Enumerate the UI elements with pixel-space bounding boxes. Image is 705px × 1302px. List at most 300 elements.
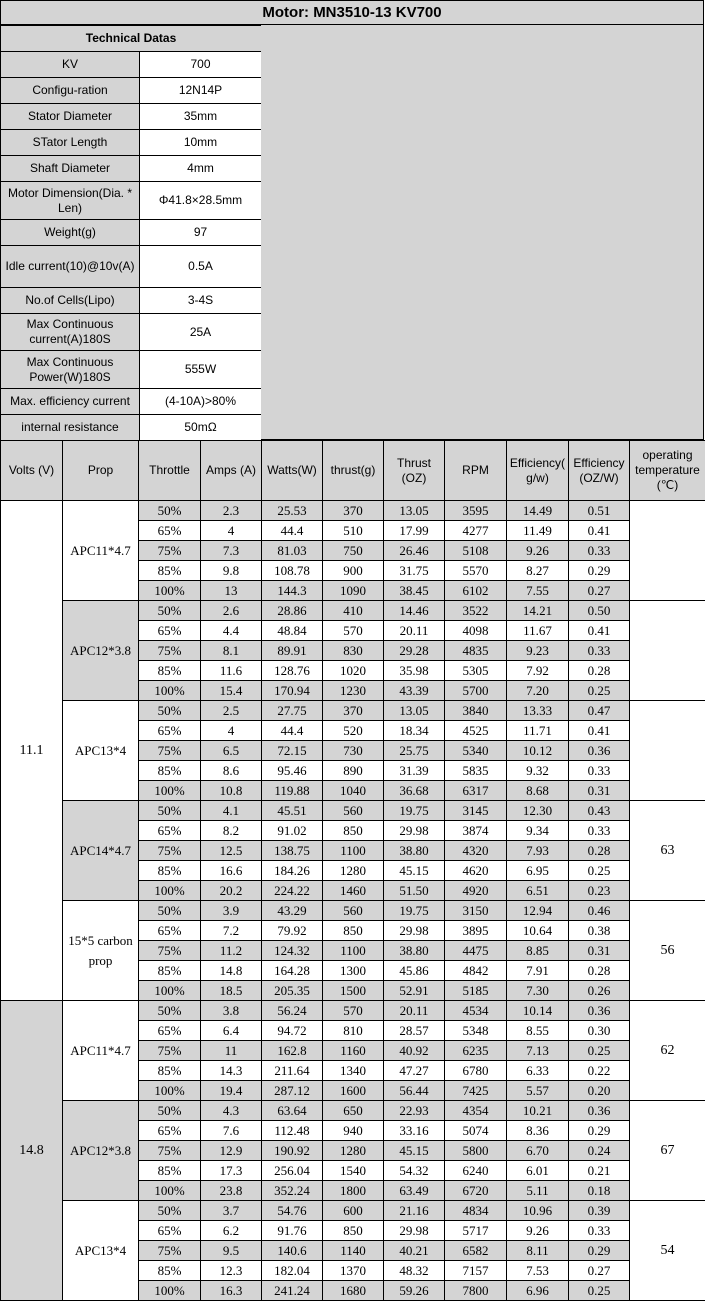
throttle-cell: 75% (139, 1041, 201, 1061)
efficiency-gw-cell: 5.57 (507, 1081, 569, 1101)
spec-value-kv: 700 (140, 52, 262, 78)
amps-cell: 8.6 (201, 761, 262, 781)
throttle-cell: 50% (139, 801, 201, 821)
thrust-oz-cell: 13.05 (384, 701, 445, 721)
efficiency-ozw-cell: 0.28 (569, 661, 630, 681)
thrust-oz-cell: 35.98 (384, 661, 445, 681)
efficiency-gw-cell: 6.96 (507, 1281, 569, 1301)
thrust-oz-cell: 31.75 (384, 561, 445, 581)
efficiency-gw-cell: 6.51 (507, 881, 569, 901)
efficiency-gw-cell: 9.32 (507, 761, 569, 781)
efficiency-ozw-cell: 0.28 (569, 841, 630, 861)
watts-cell: 91.76 (262, 1221, 323, 1241)
amps-cell: 8.1 (201, 641, 262, 661)
efficiency-ozw-cell: 0.38 (569, 921, 630, 941)
rpm-cell: 6780 (445, 1061, 507, 1081)
throttle-cell: 65% (139, 1021, 201, 1041)
efficiency-ozw-cell: 0.28 (569, 961, 630, 981)
thrust-oz-cell: 54.32 (384, 1161, 445, 1181)
temperature-cell: 63 (630, 801, 705, 901)
thrust-g-cell: 1090 (323, 581, 384, 601)
efficiency-gw-cell: 8.36 (507, 1121, 569, 1141)
prop-cell: APC14*4.7 (63, 801, 139, 901)
throttle-cell: 50% (139, 701, 201, 721)
throttle-cell: 50% (139, 1101, 201, 1121)
watts-cell: 81.03 (262, 541, 323, 561)
prop-cell: APC11*4.7 (63, 501, 139, 601)
watts-cell: 44.4 (262, 521, 323, 541)
thrust-g-cell: 810 (323, 1021, 384, 1041)
thrust-g-cell: 850 (323, 821, 384, 841)
watts-cell: 144.3 (262, 581, 323, 601)
throttle-cell: 65% (139, 621, 201, 641)
page-title: Motor: MN3510-13 KV700 (0, 0, 704, 25)
amps-cell: 6.2 (201, 1221, 262, 1241)
table-row (1, 1001, 705, 1021)
thrust-oz-cell: 38.80 (384, 941, 445, 961)
thrust-g-cell: 890 (323, 761, 384, 781)
spec-label-configuration: Configu-ration (1, 78, 140, 104)
efficiency-ozw-cell: 0.41 (569, 721, 630, 741)
watts-cell: 211.64 (262, 1061, 323, 1081)
efficiency-ozw-cell: 0.29 (569, 561, 630, 581)
throttle-cell: 50% (139, 901, 201, 921)
efficiency-gw-cell: 8.55 (507, 1021, 569, 1041)
rpm-cell: 7157 (445, 1261, 507, 1281)
rpm-cell: 4525 (445, 721, 507, 741)
thrust-g-cell: 900 (323, 561, 384, 581)
watts-cell: 138.75 (262, 841, 323, 861)
thrust-g-cell: 370 (323, 501, 384, 521)
thrust-g-cell: 560 (323, 901, 384, 921)
amps-cell: 16.3 (201, 1281, 262, 1301)
thrust-oz-cell: 21.16 (384, 1201, 445, 1221)
efficiency-ozw-cell: 0.29 (569, 1121, 630, 1141)
throttle-cell: 85% (139, 661, 201, 681)
efficiency-gw-cell: 7.93 (507, 841, 569, 861)
amps-cell: 4.1 (201, 801, 262, 821)
col-header-rpm: RPM (445, 441, 507, 501)
efficiency-ozw-cell: 0.25 (569, 861, 630, 881)
spec-value-max-efficiency: (4-10A)>80% (140, 389, 262, 415)
watts-cell: 45.51 (262, 801, 323, 821)
spec-value-max-power: 555W (140, 351, 262, 389)
spec-label-stator-length: STator Length (1, 130, 140, 156)
watts-cell: 241.24 (262, 1281, 323, 1301)
amps-cell: 3.7 (201, 1201, 262, 1221)
watts-cell: 63.64 (262, 1101, 323, 1121)
spec-label-internal-resistance: internal resistance (1, 415, 140, 441)
thrust-oz-cell: 29.28 (384, 641, 445, 661)
rpm-cell: 5835 (445, 761, 507, 781)
rpm-cell: 3895 (445, 921, 507, 941)
thrust-oz-cell: 38.45 (384, 581, 445, 601)
spec-label-shaft-diameter: Shaft Diameter (1, 156, 140, 182)
rpm-cell: 6720 (445, 1181, 507, 1201)
amps-cell: 18.5 (201, 981, 262, 1001)
amps-cell: 11 (201, 1041, 262, 1061)
efficiency-gw-cell: 8.11 (507, 1241, 569, 1261)
watts-cell: 79.92 (262, 921, 323, 941)
efficiency-gw-cell: 12.94 (507, 901, 569, 921)
col-header-watts: Watts(W) (262, 441, 323, 501)
spec-label-stator-diameter: Stator Diameter (1, 104, 140, 130)
rpm-cell: 6317 (445, 781, 507, 801)
efficiency-ozw-cell: 0.25 (569, 1041, 630, 1061)
prop-cell: APC13*4 (63, 701, 139, 801)
efficiency-ozw-cell: 0.23 (569, 881, 630, 901)
rpm-cell: 5185 (445, 981, 507, 1001)
efficiency-gw-cell: 7.53 (507, 1261, 569, 1281)
col-header-efficiency-gw: Efficiency( g/w) (507, 441, 569, 501)
watts-cell: 162.8 (262, 1041, 323, 1061)
thrust-oz-cell: 36.68 (384, 781, 445, 801)
amps-cell: 12.5 (201, 841, 262, 861)
thrust-g-cell: 410 (323, 601, 384, 621)
col-header-efficiency-ozw: Efficiency (OZ/W) (569, 441, 630, 501)
rpm-cell: 4620 (445, 861, 507, 881)
amps-cell: 12.9 (201, 1141, 262, 1161)
thrust-g-cell: 560 (323, 801, 384, 821)
spec-value-configuration: 12N14P (140, 78, 262, 104)
efficiency-gw-cell: 14.49 (507, 501, 569, 521)
throttle-cell: 100% (139, 881, 201, 901)
thrust-oz-cell: 13.05 (384, 501, 445, 521)
efficiency-gw-cell: 10.21 (507, 1101, 569, 1121)
throttle-cell: 85% (139, 861, 201, 881)
spec-label-idle-current: Idle current(10)@10v(A) (1, 246, 140, 288)
rpm-cell: 3840 (445, 701, 507, 721)
rpm-cell: 4354 (445, 1101, 507, 1121)
efficiency-ozw-cell: 0.36 (569, 1101, 630, 1121)
rpm-cell: 6582 (445, 1241, 507, 1261)
watts-cell: 119.88 (262, 781, 323, 801)
thrust-g-cell: 1280 (323, 861, 384, 881)
rpm-cell: 5108 (445, 541, 507, 561)
thrust-oz-cell: 29.98 (384, 921, 445, 941)
efficiency-ozw-cell: 0.31 (569, 941, 630, 961)
thrust-g-cell: 1230 (323, 681, 384, 701)
watts-cell: 170.94 (262, 681, 323, 701)
efficiency-gw-cell: 14.21 (507, 601, 569, 621)
amps-cell: 16.6 (201, 861, 262, 881)
throttle-cell: 100% (139, 1181, 201, 1201)
efficiency-ozw-cell: 0.51 (569, 501, 630, 521)
watts-cell: 56.24 (262, 1001, 323, 1021)
thrust-g-cell: 1800 (323, 1181, 384, 1201)
spec-value-shaft-diameter: 4mm (140, 156, 262, 182)
efficiency-gw-cell: 13.33 (507, 701, 569, 721)
watts-cell: 352.24 (262, 1181, 323, 1201)
efficiency-ozw-cell: 0.50 (569, 601, 630, 621)
efficiency-gw-cell: 8.27 (507, 561, 569, 581)
amps-cell: 4 (201, 721, 262, 741)
spec-label-max-current: Max Continuous current(A)180S (1, 314, 140, 351)
throttle-cell: 50% (139, 1001, 201, 1021)
thrust-g-cell: 570 (323, 1001, 384, 1021)
rpm-cell: 7800 (445, 1281, 507, 1301)
thrust-g-cell: 1540 (323, 1161, 384, 1181)
throttle-cell: 65% (139, 921, 201, 941)
amps-cell: 9.5 (201, 1241, 262, 1261)
watts-cell: 182.04 (262, 1261, 323, 1281)
efficiency-gw-cell: 9.34 (507, 821, 569, 841)
temperature-cell: 62 (630, 1001, 705, 1101)
table-row (1, 601, 705, 621)
throttle-cell: 85% (139, 561, 201, 581)
thrust-oz-cell: 20.11 (384, 1001, 445, 1021)
col-header-thrust-oz: Thrust (OZ) (384, 441, 445, 501)
efficiency-gw-cell: 7.30 (507, 981, 569, 1001)
efficiency-ozw-cell: 0.33 (569, 821, 630, 841)
thrust-g-cell: 830 (323, 641, 384, 661)
thrust-g-cell: 1680 (323, 1281, 384, 1301)
efficiency-ozw-cell: 0.20 (569, 1081, 630, 1101)
thrust-g-cell: 1340 (323, 1061, 384, 1081)
performance-table-body (1, 501, 705, 1301)
watts-cell: 184.26 (262, 861, 323, 881)
amps-cell: 8.2 (201, 821, 262, 841)
col-header-thrust-g: thrust(g) (323, 441, 384, 501)
amps-cell: 3.9 (201, 901, 262, 921)
col-header-amps: Amps (A) (201, 441, 262, 501)
thrust-g-cell: 1100 (323, 841, 384, 861)
col-header-volts: Volts (V) (1, 441, 63, 501)
throttle-cell: 75% (139, 1141, 201, 1161)
amps-cell: 2.3 (201, 501, 262, 521)
rpm-cell: 4834 (445, 1201, 507, 1221)
rpm-cell: 4842 (445, 961, 507, 981)
prop-cell: 15*5 carbon prop (63, 901, 139, 1001)
watts-cell: 89.91 (262, 641, 323, 661)
thrust-g-cell: 1160 (323, 1041, 384, 1061)
thrust-oz-cell: 47.27 (384, 1061, 445, 1081)
thrust-g-cell: 1280 (323, 1141, 384, 1161)
thrust-oz-cell: 26.46 (384, 541, 445, 561)
thrust-g-cell: 850 (323, 921, 384, 941)
amps-cell: 15.4 (201, 681, 262, 701)
efficiency-ozw-cell: 0.47 (569, 701, 630, 721)
table-row (1, 501, 705, 521)
rpm-cell: 3522 (445, 601, 507, 621)
watts-cell: 25.53 (262, 501, 323, 521)
temperature-cell: 56 (630, 901, 705, 1001)
throttle-cell: 85% (139, 1261, 201, 1281)
rpm-cell: 4098 (445, 621, 507, 641)
efficiency-ozw-cell: 0.33 (569, 761, 630, 781)
efficiency-gw-cell: 6.01 (507, 1161, 569, 1181)
thrust-oz-cell: 18.34 (384, 721, 445, 741)
technical-data-header: Technical Datas (1, 26, 262, 52)
thrust-g-cell: 510 (323, 521, 384, 541)
amps-cell: 14.3 (201, 1061, 262, 1081)
table-row (1, 901, 705, 921)
amps-cell: 23.8 (201, 1181, 262, 1201)
watts-cell: 224.22 (262, 881, 323, 901)
spec-value-max-current: 25A (140, 314, 262, 351)
thrust-oz-cell: 14.46 (384, 601, 445, 621)
thrust-oz-cell: 19.75 (384, 901, 445, 921)
spec-value-cells: 3-4S (140, 288, 262, 314)
throttle-cell: 75% (139, 1241, 201, 1261)
throttle-cell: 65% (139, 721, 201, 741)
rpm-cell: 5800 (445, 1141, 507, 1161)
throttle-cell: 50% (139, 501, 201, 521)
efficiency-gw-cell: 10.12 (507, 741, 569, 761)
thrust-g-cell: 850 (323, 1221, 384, 1241)
throttle-cell: 100% (139, 681, 201, 701)
watts-cell: 112.48 (262, 1121, 323, 1141)
rpm-cell: 3874 (445, 821, 507, 841)
rpm-cell: 3595 (445, 501, 507, 521)
spec-value-stator-length: 10mm (140, 130, 262, 156)
amps-cell: 20.2 (201, 881, 262, 901)
watts-cell: 72.15 (262, 741, 323, 761)
spec-value-stator-diameter: 35mm (140, 104, 262, 130)
thrust-oz-cell: 19.75 (384, 801, 445, 821)
thrust-oz-cell: 31.39 (384, 761, 445, 781)
efficiency-ozw-cell: 0.43 (569, 801, 630, 821)
spec-label-kv: KV (1, 52, 140, 78)
throttle-cell: 65% (139, 1121, 201, 1141)
thrust-oz-cell: 45.15 (384, 1141, 445, 1161)
rpm-cell: 4475 (445, 941, 507, 961)
throttle-cell: 85% (139, 1061, 201, 1081)
thrust-oz-cell: 33.16 (384, 1121, 445, 1141)
watts-cell: 54.76 (262, 1201, 323, 1221)
amps-cell: 7.2 (201, 921, 262, 941)
rpm-cell: 5700 (445, 681, 507, 701)
thrust-oz-cell: 38.80 (384, 841, 445, 861)
amps-cell: 9.8 (201, 561, 262, 581)
throttle-cell: 100% (139, 981, 201, 1001)
throttle-cell: 65% (139, 821, 201, 841)
amps-cell: 11.6 (201, 661, 262, 681)
throttle-cell: 75% (139, 641, 201, 661)
table-row (1, 1101, 705, 1121)
efficiency-gw-cell: 6.33 (507, 1061, 569, 1081)
watts-cell: 48.84 (262, 621, 323, 641)
rpm-cell: 4277 (445, 521, 507, 541)
thrust-g-cell: 1500 (323, 981, 384, 1001)
amps-cell: 3.8 (201, 1001, 262, 1021)
throttle-cell: 100% (139, 1281, 201, 1301)
efficiency-ozw-cell: 0.33 (569, 1221, 630, 1241)
throttle-cell: 100% (139, 1081, 201, 1101)
watts-cell: 91.02 (262, 821, 323, 841)
watts-cell: 128.76 (262, 661, 323, 681)
amps-cell: 11.2 (201, 941, 262, 961)
spec-label-weight: Weight(g) (1, 220, 140, 246)
efficiency-gw-cell: 11.67 (507, 621, 569, 641)
thrust-g-cell: 600 (323, 1201, 384, 1221)
temperature-cell: 67 (630, 1101, 705, 1201)
efficiency-gw-cell: 6.95 (507, 861, 569, 881)
rpm-cell: 5717 (445, 1221, 507, 1241)
amps-cell: 10.8 (201, 781, 262, 801)
efficiency-gw-cell: 9.26 (507, 541, 569, 561)
efficiency-ozw-cell: 0.25 (569, 1281, 630, 1301)
rpm-cell: 5074 (445, 1121, 507, 1141)
spec-label-cells: No.of Cells(Lipo) (1, 288, 140, 314)
prop-cell: APC12*3.8 (63, 601, 139, 701)
thrust-oz-cell: 45.15 (384, 861, 445, 881)
throttle-cell: 75% (139, 741, 201, 761)
efficiency-gw-cell: 7.20 (507, 681, 569, 701)
efficiency-ozw-cell: 0.39 (569, 1201, 630, 1221)
thrust-g-cell: 1100 (323, 941, 384, 961)
efficiency-ozw-cell: 0.30 (569, 1021, 630, 1041)
efficiency-gw-cell: 7.91 (507, 961, 569, 981)
watts-cell: 94.72 (262, 1021, 323, 1041)
spec-value-weight: 97 (140, 220, 262, 246)
volts-cell: 14.8 (1, 1001, 63, 1301)
efficiency-gw-cell: 7.55 (507, 581, 569, 601)
table-row (1, 1201, 705, 1221)
thrust-g-cell: 1140 (323, 1241, 384, 1261)
amps-cell: 4.4 (201, 621, 262, 641)
throttle-cell: 65% (139, 521, 201, 541)
efficiency-gw-cell: 10.96 (507, 1201, 569, 1221)
thrust-oz-cell: 45.86 (384, 961, 445, 981)
efficiency-ozw-cell: 0.36 (569, 1001, 630, 1021)
efficiency-gw-cell: 5.11 (507, 1181, 569, 1201)
prop-cell: APC11*4.7 (63, 1001, 139, 1101)
throttle-cell: 50% (139, 1201, 201, 1221)
throttle-cell: 50% (139, 601, 201, 621)
amps-cell: 4 (201, 521, 262, 541)
thrust-oz-cell: 56.44 (384, 1081, 445, 1101)
thrust-oz-cell: 43.39 (384, 681, 445, 701)
efficiency-ozw-cell: 0.27 (569, 1261, 630, 1281)
throttle-cell: 100% (139, 781, 201, 801)
thrust-g-cell: 750 (323, 541, 384, 561)
temperature-cell (630, 601, 705, 701)
efficiency-gw-cell: 11.71 (507, 721, 569, 741)
efficiency-gw-cell: 6.70 (507, 1141, 569, 1161)
thrust-g-cell: 730 (323, 741, 384, 761)
efficiency-gw-cell: 7.13 (507, 1041, 569, 1061)
watts-cell: 43.29 (262, 901, 323, 921)
throttle-cell: 75% (139, 541, 201, 561)
efficiency-ozw-cell: 0.41 (569, 521, 630, 541)
thrust-oz-cell: 52.91 (384, 981, 445, 1001)
thrust-oz-cell: 40.92 (384, 1041, 445, 1061)
rpm-cell: 5305 (445, 661, 507, 681)
efficiency-ozw-cell: 0.46 (569, 901, 630, 921)
efficiency-ozw-cell: 0.24 (569, 1141, 630, 1161)
watts-cell: 256.04 (262, 1161, 323, 1181)
technical-data-table (0, 25, 262, 441)
efficiency-gw-cell: 8.68 (507, 781, 569, 801)
rpm-cell: 5570 (445, 561, 507, 581)
thrust-g-cell: 1300 (323, 961, 384, 981)
thrust-g-cell: 1370 (323, 1261, 384, 1281)
efficiency-ozw-cell: 0.33 (569, 541, 630, 561)
efficiency-ozw-cell: 0.21 (569, 1161, 630, 1181)
amps-cell: 14.8 (201, 961, 262, 981)
spec-label-motor-dimension: Motor Dimension(Dia. * Len) (1, 182, 140, 220)
thrust-g-cell: 1020 (323, 661, 384, 681)
thrust-oz-cell: 48.32 (384, 1261, 445, 1281)
throttle-cell: 85% (139, 961, 201, 981)
col-header-temperature: operating temperature (℃) (630, 441, 705, 501)
thrust-g-cell: 1600 (323, 1081, 384, 1101)
thrust-g-cell: 1040 (323, 781, 384, 801)
col-header-prop: Prop (63, 441, 139, 501)
efficiency-gw-cell: 12.30 (507, 801, 569, 821)
efficiency-ozw-cell: 0.25 (569, 681, 630, 701)
